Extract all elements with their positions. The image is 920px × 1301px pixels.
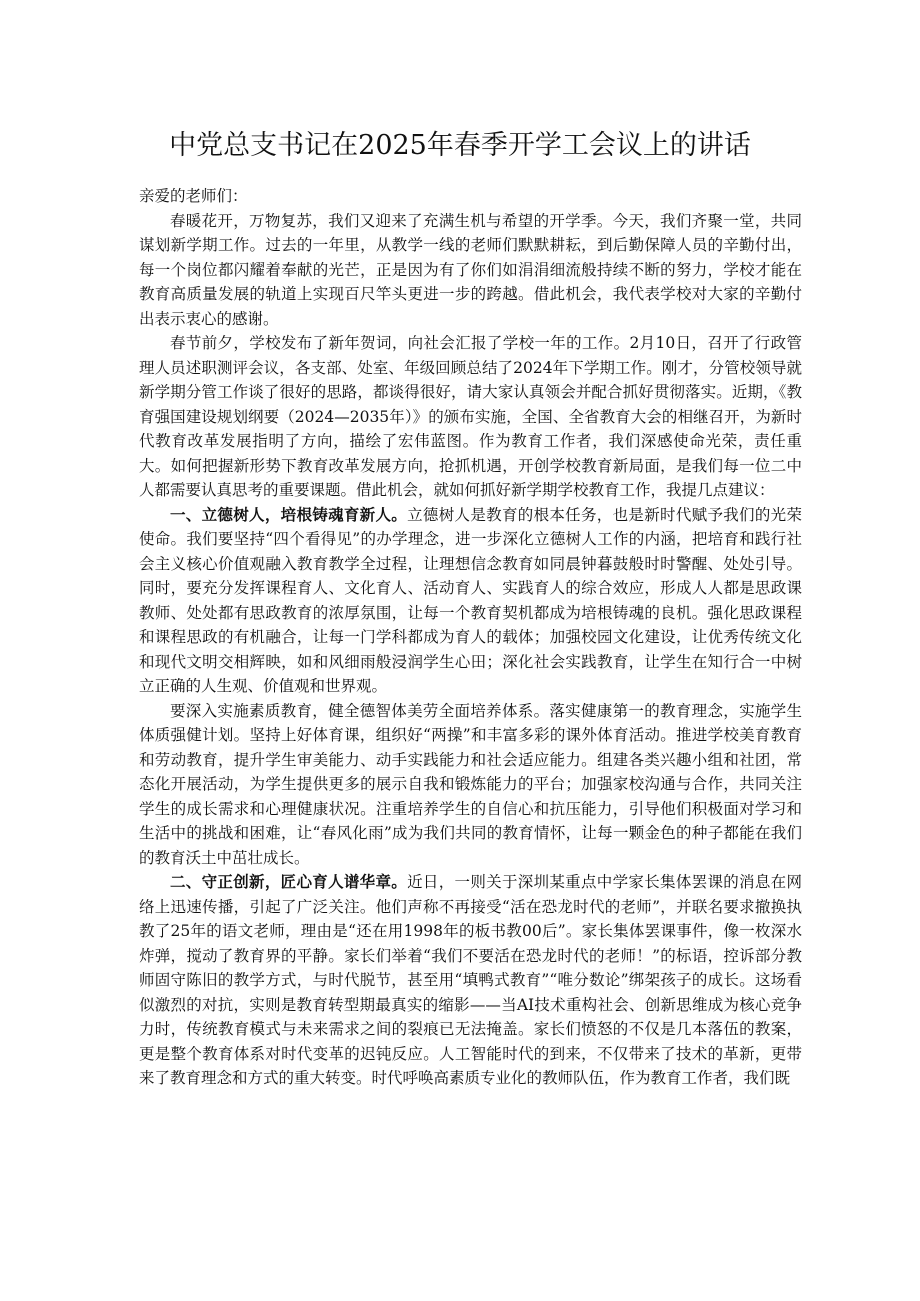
document-body [139, 184, 802, 1091]
salutation: 亲爱的老师们： [139, 187, 248, 205]
paragraph-quality-education [139, 699, 802, 871]
paragraph-section-one [139, 503, 802, 699]
section-heading-two: 二、守正创新，匠心育人谱华章。 [170, 872, 408, 891]
paragraph-text: 近日，一则关于深圳某重点中学家长集体罢课的消息在网络上迅速传播，引起了广泛关注。他们声称不再接受“活在恐龙时代的老师”，并联名要求撤换执教了25年的语文老师，理由是“还在用1998年的板书教00后”。家长集体罢课事件，像一枚深水炸弹，搅动了教育界的平静。家长们举着“我们不要活在恐龙时代的老师！”的标语，控诉部分教师固守陈旧的教学方式，与时代脱节，甚至用“填鸭式教育”“唯分数论”绑架孩子的成长。这场看似激烈的对抗，实则是教育转型期最真实的缩影——当AI技术重构社会、创新思维成为核心竞争力时，传统教育模式与未来需求之间的裂痕已无法掩盖。家长们愤怒的不仅是几本落伍的教案，更是整个教育体系对时代变革的迟钝反应。人工智能时代的到来，不仅带来了技术的革新，更带来了教育理念和方式的重大转变。时代呼唤高素质专业化的教师队伍，作为教育工作者，我们既 [139, 873, 802, 1087]
section-heading-one: 一、立德树人，培根铸魂育新人。 [170, 504, 408, 524]
document-title: 中党总支书记在2025年春季开学工会议上的讲话 [169, 130, 751, 161]
paragraph-section-two [139, 870, 802, 1091]
paragraph-text: 要深入实施素质教育，健全德智体美劳全面培养体系。落实健康第一的教育理念，实施学生体质强健计划。坚持上好体育课，组织好“两操”和丰富多彩的课外体育活动。推进学校美育教育和劳动教育，提升学生审美能力、动手实践能力和社会适应能力。组建各类兴趣小组和社团，常态化开展活动，为学生提供更多的展示自我和锻炼能力的平台；加强家校沟通与合作，共同关注学生的成长需求和心理健康状况。注重培养学生的自信心和抗压能力，引导他们积极面对学习和生活中的挑战和困难，让“春风化雨”成为我们共同的教育情怀，让每一颗金色的种子都能在我们的教育沃土中茁壮成长。 [139, 701, 802, 867]
paragraph-background [139, 331, 802, 503]
paragraph-text: 春节前夕，学校发布了新年贺词，向社会汇报了学校一年的工作。2月10日，召开了行政管理人员述职测评会议，各支部、处室、年级回顾总结了2024年下学期工作。刚才，分管校领导就新学期分管工作谈了很好的思路，都谈得很好，请大家认真领会并配合抓好贯彻落实。近期，《教育强国建设规划纲要（2024—2035年）》的颁布实施，全国、全省教育大会的相继召开，为新时代教育改革发展指明了方向，描绘了宏伟蓝图。作为教育工作者，我们深感使命光荣，责任重大。如何把握新形势下教育改革发展方向，抢抓机遇，开创学校教育新局面，是我们每一位二中人都需要认真思考的重要课题。借此机会，就如何抓好新学期学校教育工作，我提几点建议： [139, 334, 802, 499]
paragraph-opening [139, 209, 802, 332]
paragraph-text: 立德树人是教育的根本任务，也是新时代赋予我们的光荣使命。我们要坚持“四个看得见”的办学理念，进一步深化立德树人工作的内涵，把培育和践行社会主义核心价值观融入教育教学全过程，让理想信念教育如同晨钟暮鼓般时时警醒、处处引导。同时，要充分发挥课程育人、文化育人、活动育人、实践育人的综合效应，形成人人都是思政课教师、处处都有思政教育的浓厚氛围，让每一个教育契机都成为培根铸魂的良机。强化思政课程和课程思政的有机融合，让每一门学科都成为育人的载体；加强校园文化建设，让优秀传统文化和现代文明交相辉映，如和风细雨般浸润学生心田；深化社会实践教育，让学生在知行合一中树立正确的人生观、价值观和世界观。 [139, 505, 802, 695]
paragraph-text: 春暖花开，万物复苏，我们又迎来了充满生机与希望的开学季。今天，我们齐聚一堂，共同谋划新学期工作。过去的一年里，从教学一线的老师们默默耕耘，到后勤保障人员的辛勤付出，每一个岗位都闪耀着奉献的光芒，正是因为有了你们如涓涓细流般持续不断的努力，学校才能在教育高质量发展的轨道上实现百尺竿头更进一步的跨越。借此机会，我代表学校对大家的辛勤付出表示衷心的感谢。 [139, 211, 802, 328]
